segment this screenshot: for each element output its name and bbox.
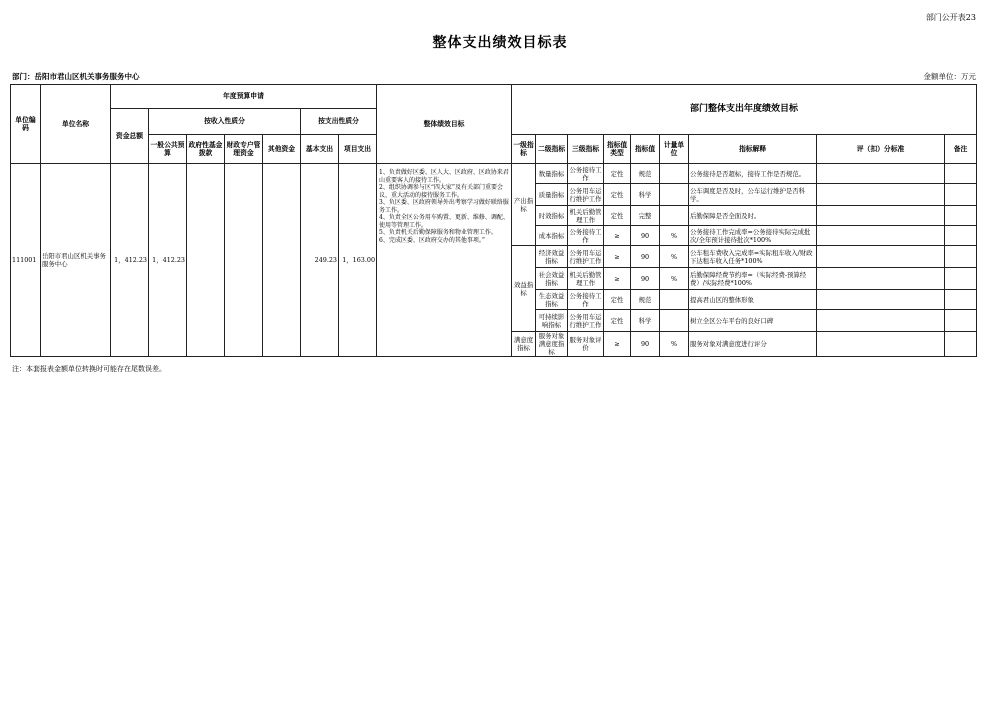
indicator-explain: 后勤保障是否全面及时。: [689, 206, 817, 226]
header-remarks: 备注: [945, 135, 977, 164]
indicator-l2: 时效指标: [536, 206, 568, 226]
indicator-value: 90: [631, 268, 660, 290]
indicator-value: 规范: [631, 290, 660, 310]
indicator-remark: [945, 268, 977, 290]
table-row: [11, 164, 977, 184]
record-project: 1，163.00: [339, 164, 377, 357]
indicator-measure: [660, 164, 689, 184]
indicator-measure: %: [660, 268, 689, 290]
record-basic: 249.23: [301, 164, 339, 357]
header-by-income: 按收入性质分: [149, 109, 301, 135]
indicator-explain: 公车调度是否及时，公车运行维护是否科学。: [689, 184, 817, 206]
indicator-type: 定性: [604, 206, 631, 226]
indicator-l3: 服务对象评价: [568, 332, 604, 357]
indicator-type: 定性: [604, 310, 631, 332]
header-scoring: 评（扣）分标准: [817, 135, 945, 164]
record-gov-fund: [187, 164, 225, 357]
indicator-l2: 社会效益指标: [536, 268, 568, 290]
indicator-type: 定性: [604, 164, 631, 184]
indicator-type: ≥: [604, 246, 631, 268]
indicator-explain: 公车租车费收入完成率=实际租车收入/财政下达租车收入任务*100%: [689, 246, 817, 268]
header-indicator-value: 指标值: [631, 135, 660, 164]
indicator-measure: %: [660, 226, 689, 246]
indicator-score: [817, 184, 945, 206]
indicator-score: [817, 290, 945, 310]
indicator-l2: 质量指标: [536, 184, 568, 206]
header-total-funds: 资金总额: [111, 109, 149, 164]
header-basic-exp: 基本支出: [301, 135, 339, 164]
indicator-value: 完整: [631, 206, 660, 226]
indicator-measure: %: [660, 332, 689, 357]
indicator-l1: 满意度指标: [512, 332, 536, 357]
indicator-l3: 公务接待工作: [568, 226, 604, 246]
header-other-funds: 其他资金: [263, 135, 301, 164]
indicator-l2: 经济效益指标: [536, 246, 568, 268]
record-goal-text: 1、负责做好区委、区人大、区政府、区政协来君山重要客人的接待工作。 2、组织协调参与区“四大家”及有关部门重要会议、重大活动的接待服务工作。 3、负区委、区政府领导外出考察学习做好联络服务工作。 4、负责全区公务用车购置、更新、维修、调配、使用等管理工作。 5、负责机关后勤保障服务和物业管理工作。 6、完成区委、区政府交办的其他事项。”: [377, 164, 512, 357]
indicator-remark: [945, 164, 977, 184]
indicator-type: ≥: [604, 226, 631, 246]
indicator-remark: [945, 226, 977, 246]
amount-unit-label: 金额单位：万元: [923, 72, 976, 81]
indicator-l2: 可持续影响指标: [536, 310, 568, 332]
indicator-type: 定性: [604, 184, 631, 206]
indicator-remark: [945, 310, 977, 332]
header-level1: 一级指标: [512, 135, 536, 164]
indicator-explain: 后勤保障经费节约率=（实际经费-预算经费）/实际经费*100%: [689, 268, 817, 290]
header-level3: 三级指标: [568, 135, 604, 164]
header-dept-goal: 部门整体支出年度绩效目标: [512, 85, 977, 135]
indicator-explain: 公务接待工作完成率=公务接待实际完成批次/全年预计接待批次*100%: [689, 226, 817, 246]
indicator-score: [817, 226, 945, 246]
header-fiscal-special: 财政专户管理资金: [225, 135, 263, 164]
indicator-remark: [945, 332, 977, 357]
indicator-measure: [660, 310, 689, 332]
indicator-measure: [660, 184, 689, 206]
indicator-l3: 机关后勤管理工作: [568, 206, 604, 226]
header-by-expense: 按支出性质分: [301, 109, 377, 135]
indicator-explain: 服务对象对满意度进行评分: [689, 332, 817, 357]
indicator-l2: 成本指标: [536, 226, 568, 246]
indicator-score: [817, 268, 945, 290]
record-general: 1，412.23: [149, 164, 187, 357]
indicator-l1: 产出指标: [512, 164, 536, 246]
indicator-score: [817, 206, 945, 226]
indicator-l2: 服务对象满意度指标: [536, 332, 568, 357]
indicator-l3: 机关后勤管理工作: [568, 268, 604, 290]
indicator-explain: 树立全区公车平台的良好口碑: [689, 310, 817, 332]
indicator-value: 科学: [631, 310, 660, 332]
header-general-budget: 一般公共预算: [149, 135, 187, 164]
performance-goal-table: [10, 84, 977, 357]
indicator-l2: 生态效益指标: [536, 290, 568, 310]
indicator-l3: 公务接待工作: [568, 164, 604, 184]
header-unit-code: 单位编码: [11, 85, 41, 164]
indicator-remark: [945, 184, 977, 206]
indicator-type: ≥: [604, 332, 631, 357]
indicator-score: [817, 310, 945, 332]
record-fiscal-special: [225, 164, 263, 357]
header-indicator-type: 指标值类型: [604, 135, 631, 164]
page-number: 部门公开表23: [925, 13, 976, 22]
indicator-score: [817, 164, 945, 184]
indicator-l3: 公务用车运行维护工作: [568, 310, 604, 332]
indicator-type: 定性: [604, 290, 631, 310]
header-annual-budget: 年度预算申请: [111, 85, 377, 109]
indicator-value: 科学: [631, 184, 660, 206]
indicator-explain: 提高君山区的整体形象: [689, 290, 817, 310]
indicator-remark: [945, 246, 977, 268]
header-unit-name: 单位名称: [41, 85, 111, 164]
footnote: 注：本套报表金额单位转换时可能存在尾数误差。: [12, 365, 166, 373]
indicator-score: [817, 332, 945, 357]
indicator-value: 90: [631, 246, 660, 268]
indicator-value: 规范: [631, 164, 660, 184]
record-name: 岳阳市君山区机关事务服务中心: [41, 164, 111, 357]
indicator-l3: 公务用车运行维护工作: [568, 246, 604, 268]
indicator-remark: [945, 290, 977, 310]
indicator-type: ≥: [604, 268, 631, 290]
indicator-value: 90: [631, 332, 660, 357]
department-label: 部门：岳阳市君山区机关事务服务中心: [12, 72, 140, 81]
record-code: 111001: [11, 164, 41, 357]
header-project-exp: 项目支出: [339, 135, 377, 164]
indicator-value: 90: [631, 226, 660, 246]
page-title: 整体支出绩效目标表: [432, 35, 568, 51]
indicator-explain: 公务接待是否超标，接待工作是否规范。: [689, 164, 817, 184]
indicator-l3: 公务接待工作: [568, 290, 604, 310]
indicator-l2: 数量指标: [536, 164, 568, 184]
indicator-score: [817, 246, 945, 268]
header-level2: 二级指标: [536, 135, 568, 164]
indicator-l1: 效益指标: [512, 246, 536, 332]
indicator-measure: [660, 206, 689, 226]
indicator-remark: [945, 206, 977, 226]
indicator-measure: [660, 290, 689, 310]
header-unit-measure: 计量单位: [660, 135, 689, 164]
header-overall-goal: 整体绩效目标: [377, 85, 512, 164]
header-gov-fund: 政府性基金拨款: [187, 135, 225, 164]
record-other: [263, 164, 301, 357]
indicator-measure: %: [660, 246, 689, 268]
record-total: 1，412.23: [111, 164, 149, 357]
indicator-l3: 公务用车运行维护工作: [568, 184, 604, 206]
header-explanation: 指标解释: [689, 135, 817, 164]
